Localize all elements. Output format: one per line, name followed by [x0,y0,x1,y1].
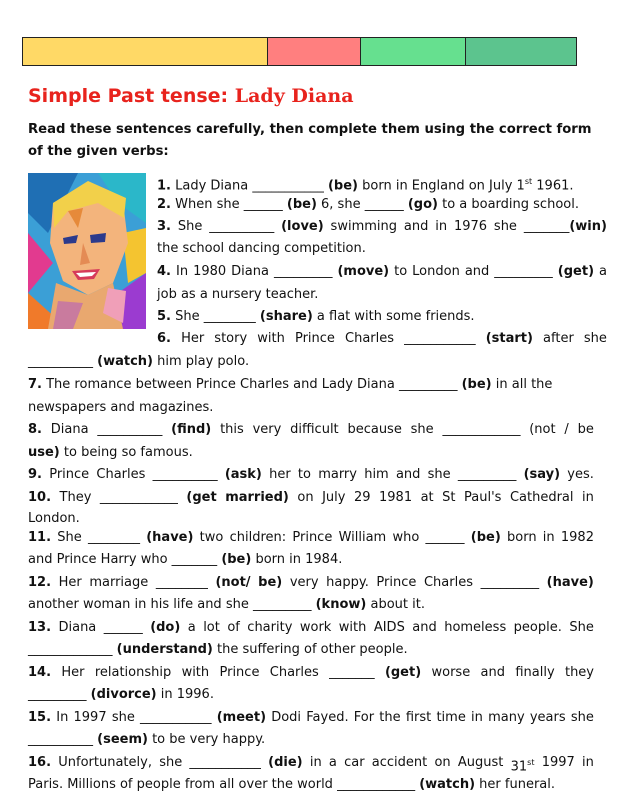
word [150,619,180,637]
verb-hint: (understand) [116,642,213,657]
color-bar-green [361,38,466,65]
word: She [177,219,203,234]
answer-blank[interactable]: ___________ [252,178,324,194]
word [481,574,540,592]
verb-hint: (do) [150,620,181,635]
verb-hint: (move) [337,264,390,279]
exercise-line: job as a nursery teacher. [157,287,319,302]
word: and [395,467,421,482]
exercise-line [28,574,594,592]
answer-blank[interactable]: _____________ [28,642,113,657]
answer-blank[interactable]: ____________ [442,422,521,437]
answer-blank[interactable]: ________ [155,575,208,590]
answer-blank[interactable]: ___________ [140,710,212,725]
word: Cathedral [509,490,574,505]
word: London [412,264,460,279]
word: swimming [330,219,397,234]
page-title [28,85,354,107]
word: Prince [219,665,260,680]
word: Her [58,575,82,590]
word: very [289,575,319,590]
exercise-line: the school dancing competition. [157,241,366,256]
word: Her [181,331,205,346]
word: time [436,710,466,725]
verb-hint: (ask) [224,467,262,482]
word [225,466,262,484]
word: Diana [231,264,269,279]
word: she [159,755,183,770]
exercise-line: 5. She ________ (share) a flat with some friends. [157,309,475,324]
answer-blank[interactable]: _________ [28,687,87,702]
word: She [569,620,594,635]
word: Prince [376,575,417,590]
word [104,619,143,637]
word [171,421,211,439]
word: Charles [345,331,395,346]
answer-blank[interactable]: __________ [209,219,275,234]
verb-hint: (be) [286,197,317,212]
word: children: [229,530,287,545]
word: in [471,710,483,725]
word: she [493,219,517,234]
word: and [464,264,490,279]
word [140,709,212,727]
item-number: 7. [28,377,42,392]
word: lot [203,620,220,635]
word: two [199,530,224,545]
word: 1982 [560,530,594,545]
word: August [457,755,504,770]
word [471,529,501,547]
word [329,664,375,682]
answer-blank[interactable]: __________ [97,422,163,437]
answer-blank[interactable]: ________ [88,530,140,545]
word: marry [318,467,357,482]
word: finally [515,665,555,680]
verb-hint: (get) [384,665,422,680]
word [153,466,218,484]
word [337,263,389,281]
verb-hint: (meet) [216,710,267,725]
word: Dodi [271,710,302,725]
word: with [257,331,285,346]
word: Paul's [464,490,502,505]
item-number: 1. [157,178,171,194]
word: relationship [94,665,172,680]
word: in [435,219,448,234]
verb-hint: (be) [221,552,252,567]
color-bar-yellow [23,38,268,65]
word: car [344,755,365,770]
title-main: Simple Past tense: [28,85,235,107]
color-bar [22,37,577,66]
word: in [582,490,594,505]
verb-hint: (die) [268,755,303,770]
word [28,421,42,439]
exercise-line: _____________ (understand) the suffering of other people. [28,642,408,657]
exercise-line [28,466,594,484]
answer-blank[interactable]: ___________ [404,331,476,346]
word: work [299,620,332,635]
word [385,664,421,682]
word [146,529,193,547]
exercise-line: Paris. Millions of people from all over the world ____________ (watch) her funeral. [28,777,556,792]
word [442,421,520,439]
word [97,421,162,439]
verb-hint: (get) [557,264,595,279]
word: 1981 [379,490,413,505]
word: yes. [567,467,594,482]
word: For [353,710,375,725]
word: because [347,422,402,437]
item-number: 15. [28,710,52,725]
verb-hint: (know) [315,597,367,612]
word: this [220,422,244,437]
verb-hint: (divorce) [90,687,157,702]
item-number: 8. [28,422,42,437]
word: 1976 [453,219,488,234]
word [28,664,51,682]
answer-blank[interactable]: _______ [171,552,218,567]
exercise-line [28,664,594,682]
word: / [564,422,569,437]
word: In [175,264,189,279]
word: she [583,331,607,346]
word: charity [247,620,293,635]
item-number: 4. [157,264,171,279]
answer-blank[interactable]: __________ [28,732,93,747]
word [524,218,607,236]
word [157,263,171,281]
word [28,529,51,547]
answer-blank[interactable]: _________ [457,467,517,482]
word: (not [529,422,556,437]
word: 29 [353,490,371,505]
word [28,466,42,484]
exercise-line: London. [28,511,80,526]
verb-hint: (not/ [215,575,251,590]
item-number: 12. [28,575,52,590]
answer-blank[interactable]: _________ [494,264,553,279]
exercise-line: another woman in his life and she _________ (know) about it. [28,597,425,612]
exercise-line: 2. When she ______ (be) 6, she ______ (go) to a boarding school. [157,197,579,212]
word: years [529,710,566,725]
word [426,529,465,547]
verb-hint: (have) [546,575,594,590]
word: many [488,710,525,725]
word: worse [431,665,471,680]
verb-hint: (be) [327,178,358,194]
exercise-line: 7. The romance between Prince Charles and Lady Diana _________ (be) in all the [28,377,553,392]
word: 1997 [73,710,107,725]
title-sub: Lady Diana [234,85,354,107]
answer-blank[interactable]: _________ [480,575,540,590]
verb-hint: use) [28,445,60,460]
answer-blank[interactable]: _________ [398,377,458,392]
word: and [480,665,505,680]
color-bar-teal [466,38,576,65]
exercise-line: and Prince Harry who _______ (be) born in 1984. [28,552,343,567]
word: 1980 [193,264,227,279]
item-number: 10. [28,490,52,505]
word [558,263,594,281]
word: a [599,264,607,279]
word: born [507,530,537,545]
word: Fayed. [306,710,349,725]
word: William [338,530,387,545]
word [157,218,171,236]
word [458,466,517,484]
word: July [322,490,346,505]
exercise-line [28,529,594,547]
word: on [297,490,314,505]
answer-blank[interactable]: _________ [273,264,333,279]
exercise-line: 1. Lady Diana ___________ (be) born in England on July 1st 1961. [157,177,574,194]
word [524,466,560,484]
word: very [252,422,282,437]
word: a [328,755,337,770]
word [404,330,476,348]
answer-blank[interactable]: _______ [523,219,570,234]
answer-blank[interactable]: _________ [252,597,312,612]
word [494,263,553,281]
exercise-line: __________ (seem) to be very happy. [28,732,266,747]
word: AIDS [373,620,405,635]
word: Charles [269,665,319,680]
word [28,574,51,592]
exercise-line [28,709,594,727]
word: him [364,467,389,482]
verb-hint: (win) [569,219,607,234]
item-number: 14. [28,665,52,680]
word: people. [513,620,562,635]
answer-blank[interactable]: ____________ [99,490,178,505]
word: marriage [89,575,149,590]
word: Prince [292,530,333,545]
word: in [542,530,555,545]
item-number: 11. [28,530,52,545]
verb-hint: (get [186,490,217,505]
word: She [57,530,82,545]
word [486,330,533,348]
word: Prince [49,467,90,482]
word: a [187,620,196,635]
word: she [410,422,434,437]
verb-hint: (be) [461,377,492,392]
word: at [420,490,434,505]
word [281,218,324,236]
exercise-line [28,489,594,507]
verb-hint: (find) [171,422,212,437]
word [215,574,250,592]
verb-hint: (share) [259,309,313,324]
word [157,330,171,348]
word: in [309,755,322,770]
exercise-line [157,218,607,236]
verb-hint: (say) [523,467,561,482]
word [268,754,302,776]
word: in [582,755,594,770]
portrait-art [28,173,146,329]
word: who [392,530,420,545]
answer-blank[interactable]: ______ [243,197,283,212]
word: to [297,467,311,482]
answer-blank[interactable]: ____________ [337,777,416,792]
word: Her [61,665,85,680]
word: homeless [444,620,507,635]
word: Charles [423,575,473,590]
word [88,529,140,547]
verb-hint [225,489,289,507]
answer-blank[interactable]: _______ [329,665,375,680]
verb-hint: (start) [485,331,533,346]
word: difficult [290,422,339,437]
color-bar-red [268,38,361,65]
word: after [543,331,574,346]
word [156,574,208,592]
answer-blank[interactable]: ______ [364,197,404,212]
word: of [227,620,240,635]
verb-hint: (be) [470,530,501,545]
word: Prince [294,331,335,346]
word: be) [258,575,283,590]
item-number: 6. [157,331,171,346]
word: married) [225,490,289,505]
word [209,218,274,236]
word [547,574,594,592]
item-number: 13. [28,620,52,635]
answer-blank[interactable]: ______ [425,530,465,545]
word: with [338,620,367,635]
item-number: 5. [157,309,171,324]
item-number: 3. [157,219,171,234]
exercise-line: newspapers and magazines. [28,400,214,415]
word [186,489,216,507]
answer-blank[interactable]: ______ [103,620,143,635]
verb-hint: (watch) [97,354,153,369]
word: on [434,755,451,770]
exercise-line: use) to being so famous. [28,445,193,460]
word: accident [371,755,428,770]
word: they [564,665,594,680]
item-number: 16. [28,755,52,770]
word [100,489,178,507]
word: to [394,264,408,279]
verb-hint: (go) [407,197,438,212]
word [217,709,266,727]
word: and [412,620,437,635]
word: Unfortunately, [58,755,152,770]
word: be [577,422,594,437]
word [28,754,51,776]
word: with [181,665,210,680]
word: her [269,467,291,482]
word [28,619,51,637]
word: They [59,490,92,505]
verb-hint: (seem) [97,732,148,747]
verb-hint: (watch) [419,777,476,792]
word [274,263,333,281]
word: the [379,710,401,725]
item-number: 2. [157,197,171,212]
word [28,709,51,727]
item-number: 9. [28,467,42,482]
answer-blank[interactable]: ___________ [189,755,261,770]
word: Diana [50,422,89,437]
verb-hint: (have) [146,530,194,545]
word: In [56,710,69,725]
word: happy. [326,575,369,590]
answer-blank[interactable]: __________ [28,354,93,369]
word: and [403,219,429,234]
word: Diana [58,620,97,635]
exercise-line [28,754,594,776]
word: she [111,710,135,725]
instructions: Read these sentences carefully, then complete them using the correct form of the given verbs: [28,122,592,159]
word: 31st [510,758,535,775]
exercise-line [157,330,607,348]
word: 1997 [541,755,575,770]
exercise-line: __________ (watch) him play polo. [28,354,250,369]
exercise-line [28,619,594,637]
exercise-line [28,421,594,439]
word: she [570,710,594,725]
verb-hint [258,574,282,592]
word [28,489,51,507]
word: Charles [96,467,146,482]
word: she [427,467,451,482]
answer-blank[interactable]: __________ [152,467,218,482]
word: first [405,710,432,725]
answer-blank[interactable]: ________ [203,309,256,324]
word: St [442,490,456,505]
word: story [214,331,248,346]
exercise-line: _________ (divorce) in 1996. [28,687,214,702]
portrait-image [28,173,146,329]
exercise-line [157,263,607,281]
word [189,754,261,776]
verb-hint: (love) [281,219,324,234]
